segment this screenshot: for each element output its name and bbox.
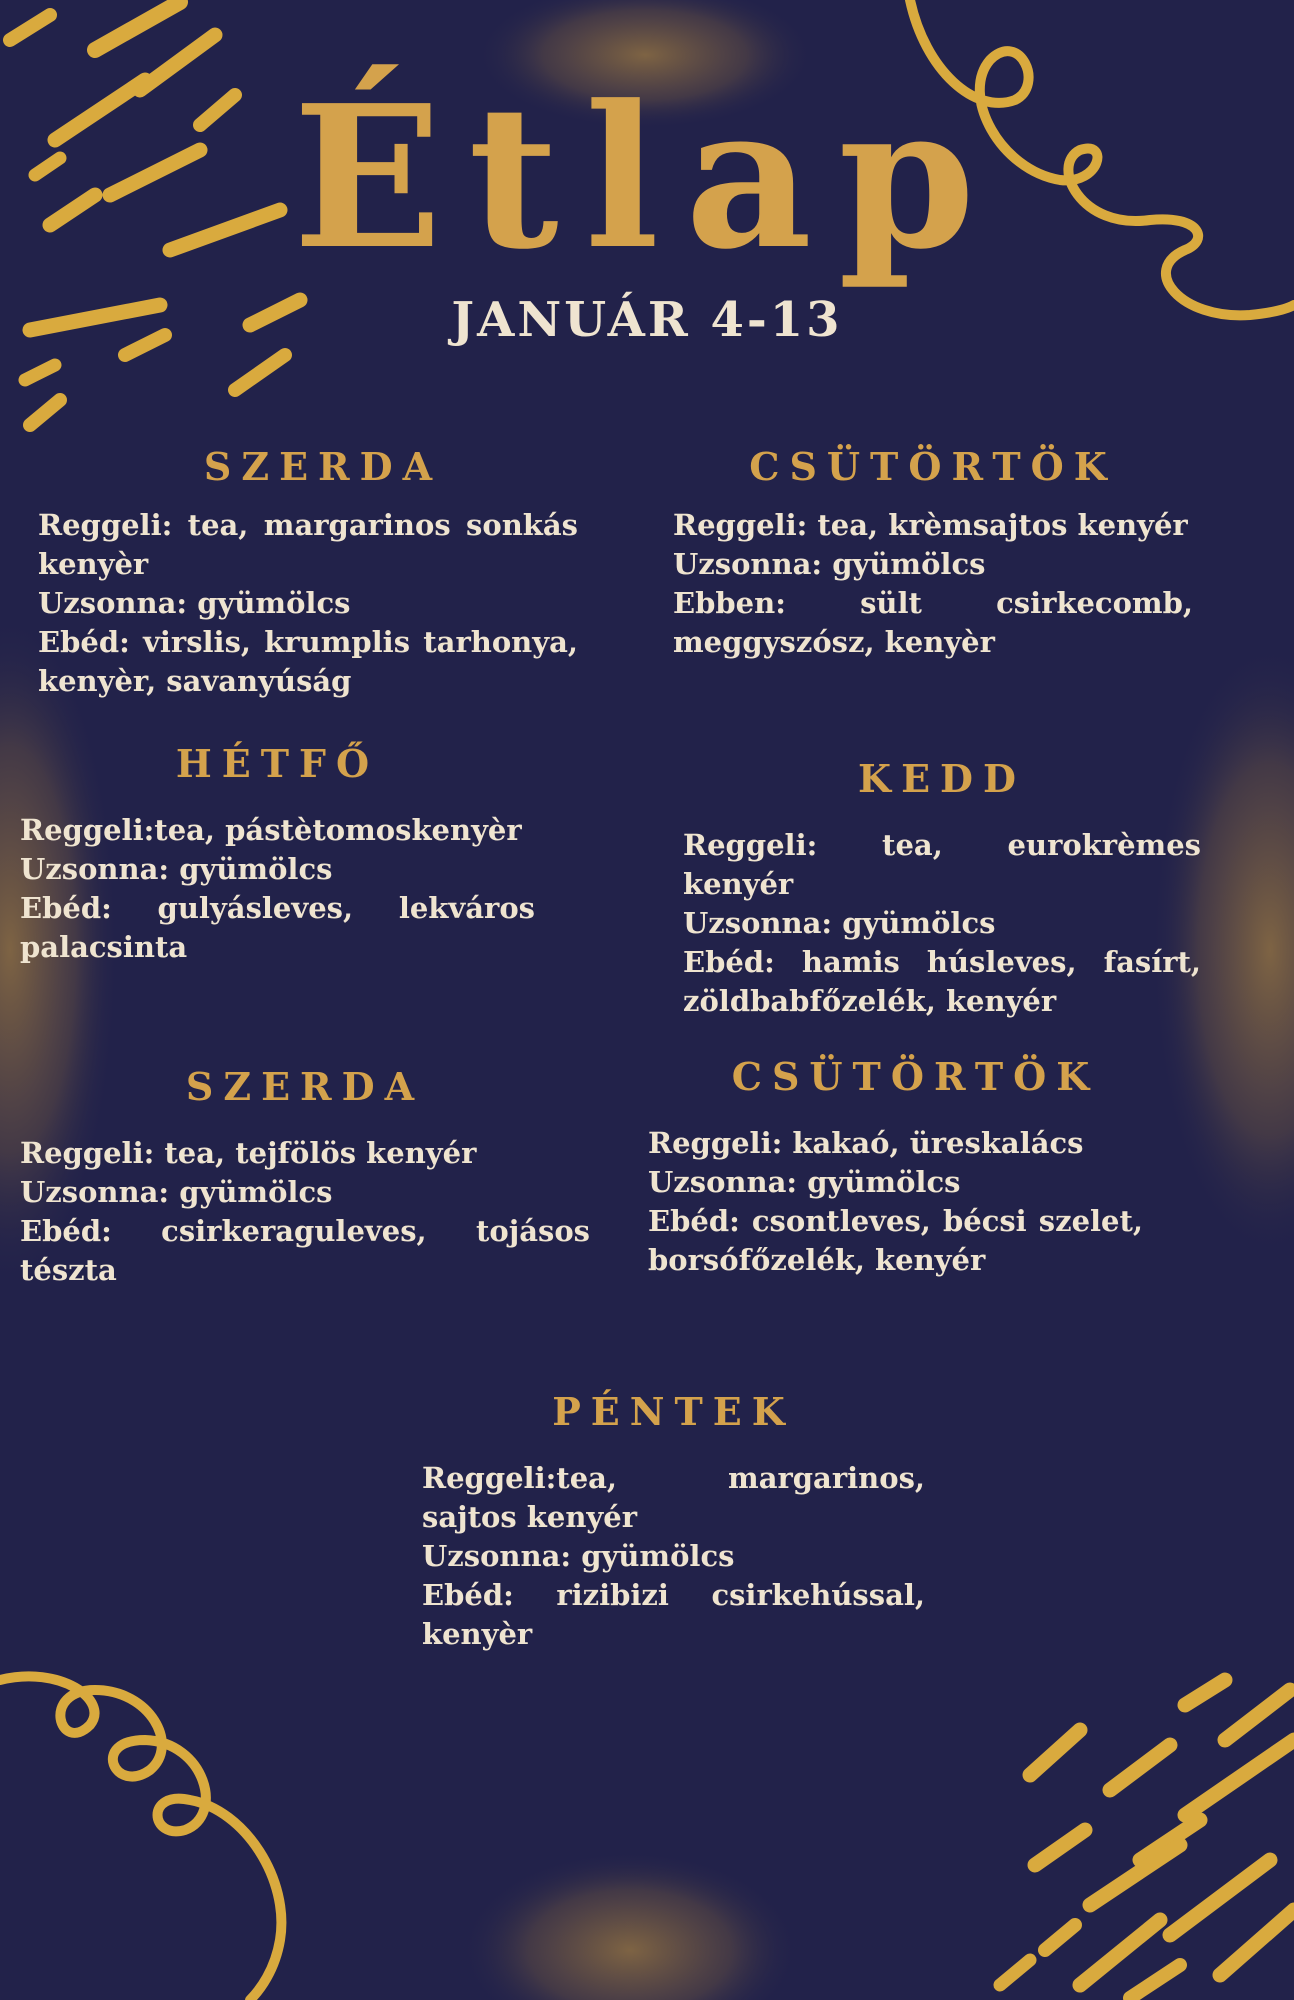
- menu-line-lunch: Ebéd: gulyásleves, lekváros palacsinta: [20, 891, 535, 964]
- menu-line-snack: Uzsonna: gyümölcs: [20, 1175, 333, 1209]
- day-menu: [422, 1459, 925, 1654]
- menu-line-snack: Uzsonna: gyümölcs: [673, 547, 986, 581]
- menu-line-breakfast: Reggeli:tea, pástètomoskenyèr: [20, 813, 522, 847]
- menu-line-lunch: Ebéd: rizibizi csirkehússal, kenyèr: [422, 1578, 925, 1651]
- day-block-wednesday-1: [38, 444, 578, 701]
- menu-line-snack: Uzsonna: gyümölcs: [648, 1165, 961, 1199]
- menu-line-lunch: Ebéd: csontleves, bécsi szelet, borsófőzelék, kenyér: [648, 1204, 1143, 1277]
- menu-line-breakfast: Reggeli: tea, margarinos sonkás kenyèr: [38, 508, 578, 581]
- gold-strokes-bottom-right: [1000, 1680, 1294, 1998]
- day-heading: HÉTFŐ: [175, 741, 380, 786]
- day-menu: [648, 1124, 1143, 1280]
- menu-line-snack: Uzsonna: gyümölcs: [683, 906, 996, 940]
- day-menu: [20, 811, 535, 967]
- day-menu: [20, 1134, 590, 1290]
- menu-line-breakfast: Reggeli: tea, tejfölös kenyér: [20, 1136, 477, 1170]
- day-block-thursday-1: [673, 444, 1193, 662]
- date-range: JANUÁR 4-13: [451, 292, 843, 348]
- day-heading: PÉNTEK: [552, 1389, 795, 1434]
- menu-line-breakfast: Reggeli:tea, margarinos, sajtos kenyér: [422, 1461, 925, 1534]
- day-heading: CSÜTÖRTÖK: [731, 1054, 1100, 1099]
- day-block-thursday-2: [648, 1054, 1143, 1280]
- day-block-wednesday-2: [20, 1064, 590, 1290]
- day-menu: [683, 826, 1201, 1021]
- day-block-tuesday: [683, 756, 1201, 1021]
- menu-line-snack: Uzsonna: gyümölcs: [422, 1539, 735, 1573]
- day-heading: CSÜTÖRTÖK: [749, 444, 1117, 489]
- day-menu: [673, 506, 1193, 662]
- menu-line-snack: Uzsonna: gyümölcs: [20, 852, 333, 886]
- day-menu: [38, 506, 578, 701]
- menu-line-lunch: Ebéd: csirkeraguleves, tojásos tészta: [20, 1214, 590, 1287]
- menu-line-breakfast: Reggeli: kakaó, üreskalács: [648, 1126, 1084, 1160]
- day-heading: KEDD: [858, 756, 1026, 801]
- menu-line-breakfast: Reggeli: tea, eurokrèmes kenyér: [683, 828, 1201, 901]
- day-heading: SZERDA: [203, 444, 443, 489]
- day-heading: SZERDA: [185, 1064, 425, 1109]
- menu-line-lunch: Ebben: sült csirkecomb, meggyszósz, kenyèr: [673, 586, 1193, 659]
- page-title: Étlap: [292, 63, 1002, 293]
- glitter-cloud-bottom: [460, 1850, 800, 2000]
- day-block-friday: [422, 1389, 925, 1654]
- day-block-monday: [20, 741, 535, 967]
- menu-line-breakfast: Reggeli: tea, krèmsajtos kenyér: [673, 508, 1188, 542]
- gold-squiggle-bottom-left: [0, 1676, 281, 2000]
- menu-line-lunch: Ebéd: hamis húsleves, fasírt, zöldbabfőzelék, kenyér: [683, 945, 1201, 1018]
- menu-line-snack: Uzsonna: gyümölcs: [38, 586, 351, 620]
- menu-line-lunch: Ebéd: virslis, krumplis tarhonya, kenyèr, savanyúság: [38, 625, 578, 698]
